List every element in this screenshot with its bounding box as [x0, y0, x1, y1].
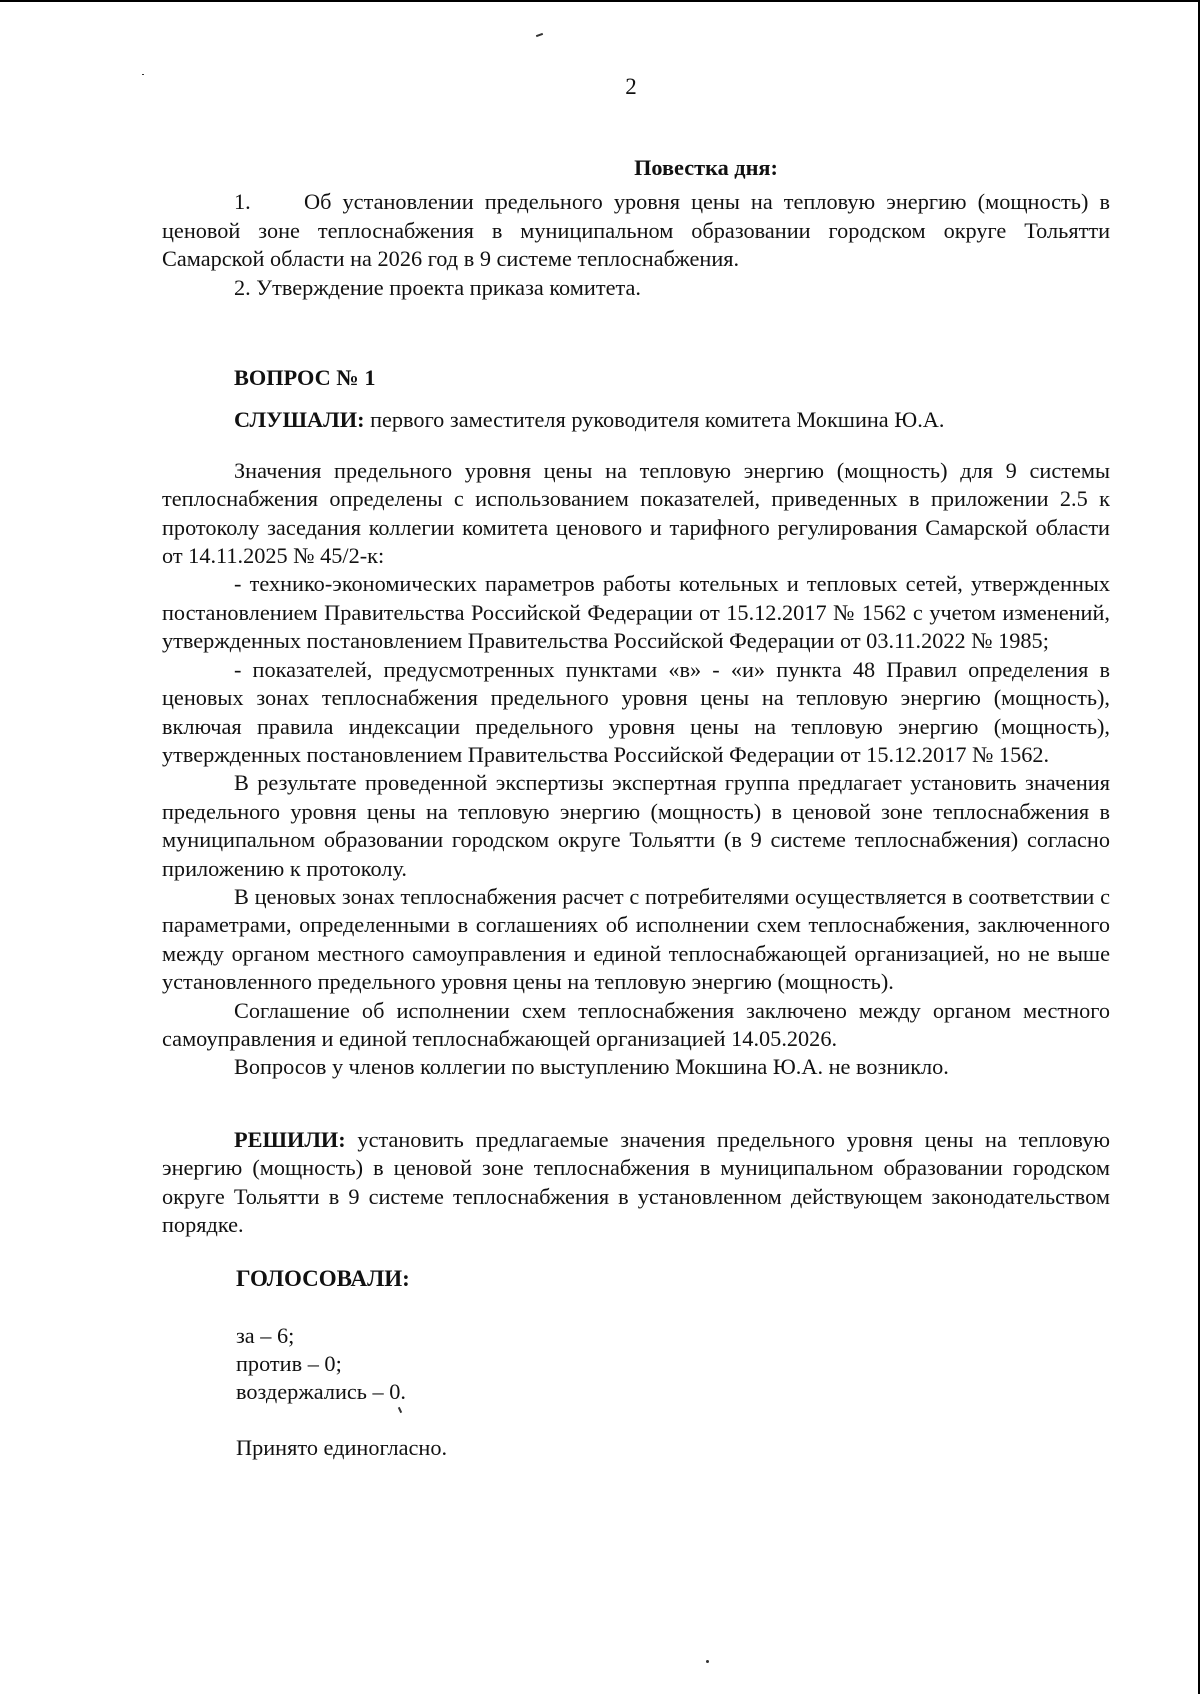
- page-number: 2: [625, 74, 637, 99]
- decision-text: установить предлагаемые значения предельного уровня цены на тепловую энергию (мощность) в ценовой зоне теплоснабжения в муниципальном образовании городском округе Тольятти в 9 системе теплоснабжения в установленном действующем законодательством порядке.: [162, 1126, 1110, 1237]
- agenda-title: Повестка дня:: [634, 155, 778, 180]
- vote-for: за – 6;: [236, 1322, 295, 1348]
- heard-label: СЛУШАЛИ:: [234, 407, 365, 433]
- decision-paragraph: [162, 1126, 1110, 1240]
- agenda-item-1: [162, 188, 1110, 273]
- question-title: ВОПРОС № 1: [234, 365, 376, 391]
- heard-text: первого заместителя руководителя комитета Мокшина Ю.А.: [364, 407, 945, 433]
- agenda-item-2: 2. Утверждение проекта приказа комитета.: [234, 274, 641, 300]
- decision-label: РЕШИЛИ:: [234, 1126, 346, 1152]
- body-paragraph: Значения предельного уровня цены на тепловую энергию (мощность) для 9 системы теплоснабжения определены с использованием показателей, приведенных в приложении 2.5 к протоколу заседания коллегии комитета ценового и тарифного регулирования Самарской области от 14.11.2025 № 45/2-к:: [162, 457, 1110, 569]
- voting-results: [162, 1322, 1110, 1406]
- body-paragraph: Соглашение об исполнении схем теплоснабжения заключено между органом местного самоуправления и единой теплоснабжающей организацией 14.05.2026.: [162, 997, 1110, 1051]
- scan-speck: [536, 33, 543, 37]
- result-statement: Принято единогласно.: [236, 1434, 448, 1460]
- vote-abstained: воздержались – 0.: [236, 1378, 406, 1404]
- body-paragraph: В результате проведенной экспертизы экспертная группа предлагает установить значения предельного уровня цены на тепловую энергию (мощность) в ценовой зоне теплоснабжения в муниципальном образовании городском округе Тольятти (в 9 системе теплоснабжения) согласно приложению к протоколу.: [162, 770, 1110, 881]
- document-body: [162, 154, 1110, 1462]
- agenda-item-1-number: 1.: [234, 189, 251, 215]
- scan-speck: [706, 1660, 709, 1663]
- vote-against: против – 0;: [236, 1350, 342, 1376]
- agenda-item-1-text: Об установлении предельного уровня цены на тепловую энергию (мощность) в ценовой зоне теплоснабжения в муниципальном образовании городском округе Тольятти Самарской области на 2026 год в 9 системе теплоснабжения.: [162, 189, 1110, 272]
- body-paragraph: В ценовых зонах теплоснабжения расчет с потребителями осуществляется в соответствии с параметрами, определенными в соглашениях об исполнении схем теплоснабжения, заключенного между органом местного самоуправления и единой теплоснабжающей организацией, но не выше установленного предельного уровня цены на тепловую энергию (мощность).: [162, 883, 1110, 995]
- body-paragraph: Вопросов у членов коллегии по выступлению Мокшина Ю.А. не возникло.: [234, 1054, 949, 1080]
- body-paragraph: - показателей, предусмотренных пунктами «в» - «и» пункта 48 Правил определения в ценовых зонах теплоснабжения предельного уровня цены на тепловую энергию (мощность), включая правила индексации предельного уровня цены на тепловую энергию (мощность), утвержденных постановлением Правительства Российской Федерации от 15.12.2017 № 1562.: [162, 656, 1110, 767]
- body-paragraph: - технико-экономических параметров работы котельных и тепловых сетей, утвержденных постановлением Правительства Российской Федерации от 15.12.2017 № 1562 с учетом изменений, утвержденных постановлением Правительства Российской Федерации от 03.11.2022 № 1985;: [162, 571, 1110, 654]
- voting-title: ГОЛОСОВАЛИ:: [236, 1266, 410, 1292]
- heard-line: [162, 406, 1110, 434]
